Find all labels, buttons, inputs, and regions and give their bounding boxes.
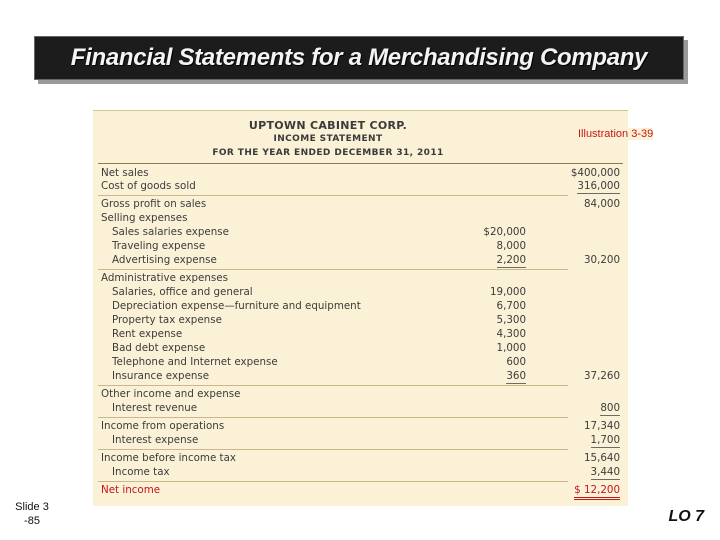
row-income-before-tax	[93, 452, 628, 465]
row-label: Sales salaries expense	[112, 226, 229, 238]
row-subamount: 5,300	[496, 314, 526, 326]
row-insurance	[93, 370, 628, 383]
illustration-label: Illustration 3-39	[578, 128, 654, 140]
slide-title-box	[34, 36, 684, 80]
row-property-tax	[93, 314, 628, 327]
row-subamount: 600	[506, 356, 526, 368]
row-net-income	[93, 484, 628, 497]
row-label: Interest revenue	[112, 402, 198, 414]
row-selling-expenses	[93, 212, 628, 225]
row-subamount: 19,000	[489, 286, 526, 298]
row-label: Cost of goods sold	[101, 180, 196, 192]
section-rule	[98, 385, 568, 386]
row-label: Selling expenses	[101, 212, 188, 224]
header-rule	[98, 163, 623, 164]
row-label: Interest expense	[112, 434, 199, 446]
row-label: Administrative expenses	[101, 272, 228, 284]
row-telephone	[93, 356, 628, 369]
row-rent	[93, 328, 628, 341]
row-label: Depreciation expense—furniture and equipment	[112, 300, 361, 312]
slide-number: Slide 3 -85	[15, 501, 49, 527]
statement-period: FOR THE YEAR ENDED DECEMBER 31, 2011	[212, 148, 444, 158]
row-subamount: 4,300	[496, 328, 526, 340]
row-label: Traveling expense	[112, 240, 206, 252]
row-net-sales	[93, 167, 628, 180]
row-administrative-expenses	[93, 272, 628, 285]
row-label: Property tax expense	[112, 314, 222, 326]
row-traveling	[93, 240, 628, 253]
row-bad-debt	[93, 342, 628, 355]
row-label: Income from operations	[101, 420, 225, 432]
row-subamount: 8,000	[496, 240, 526, 252]
section-rule	[98, 269, 568, 270]
section-rule	[98, 195, 568, 196]
row-amount: 1,700	[590, 434, 620, 446]
row-label: Income before income tax	[101, 452, 237, 464]
row-label: Rent expense	[112, 328, 183, 340]
row-amount: 316,000	[577, 180, 620, 192]
row-amount: 15,640	[583, 452, 620, 464]
slide-title: Financial Statements for a Merchandising Company	[70, 44, 648, 71]
row-label: Telephone and Internet expense	[112, 356, 278, 368]
row-label: Bad debt expense	[112, 342, 206, 354]
row-label: Insurance expense	[112, 370, 210, 382]
row-income-from-operations	[93, 420, 628, 433]
row-label: Advertising expense	[112, 254, 217, 266]
row-amount: 17,340	[583, 420, 620, 432]
section-rule	[98, 417, 568, 418]
row-amount: 37,260	[583, 370, 620, 382]
row-subamount: 2,200	[496, 254, 526, 266]
row-subamount: 1,000	[496, 342, 526, 354]
row-subamount: 360	[506, 370, 526, 382]
row-label: Gross profit on sales	[101, 198, 207, 210]
row-salaries-office	[93, 286, 628, 299]
section-rule	[98, 481, 568, 482]
company-name: UPTOWN CABINET CORP.	[248, 119, 408, 132]
learning-objective: LO 7	[668, 508, 704, 525]
row-label: Income tax	[112, 466, 170, 478]
row-label: Salaries, office and general	[112, 286, 253, 298]
row-label: Net income	[101, 484, 161, 496]
row-income-tax	[93, 466, 628, 479]
row-amount: $400,000	[570, 167, 620, 179]
row-advertising	[93, 254, 628, 267]
row-label: Net sales	[101, 167, 149, 179]
row-subamount: 6,700	[496, 300, 526, 312]
row-cost-of-goods-sold	[93, 180, 628, 193]
row-label: Other income and expense	[101, 388, 241, 400]
row-sales-salaries	[93, 226, 628, 239]
row-amount: 3,440	[590, 466, 620, 478]
row-depreciation	[93, 300, 628, 313]
income-statement	[93, 110, 628, 506]
row-amount: $ 12,200	[574, 484, 620, 500]
row-amount: 84,000	[583, 198, 620, 210]
row-other-income	[93, 388, 628, 401]
row-amount: 800	[600, 402, 620, 414]
row-gross-profit	[93, 198, 628, 211]
row-interest-expense	[93, 434, 628, 447]
row-interest-revenue	[93, 402, 628, 415]
row-subamount: $20,000	[483, 226, 526, 238]
row-amount: 30,200	[583, 254, 620, 266]
statement-name: INCOME STATEMENT	[273, 134, 383, 144]
section-rule	[98, 449, 568, 450]
